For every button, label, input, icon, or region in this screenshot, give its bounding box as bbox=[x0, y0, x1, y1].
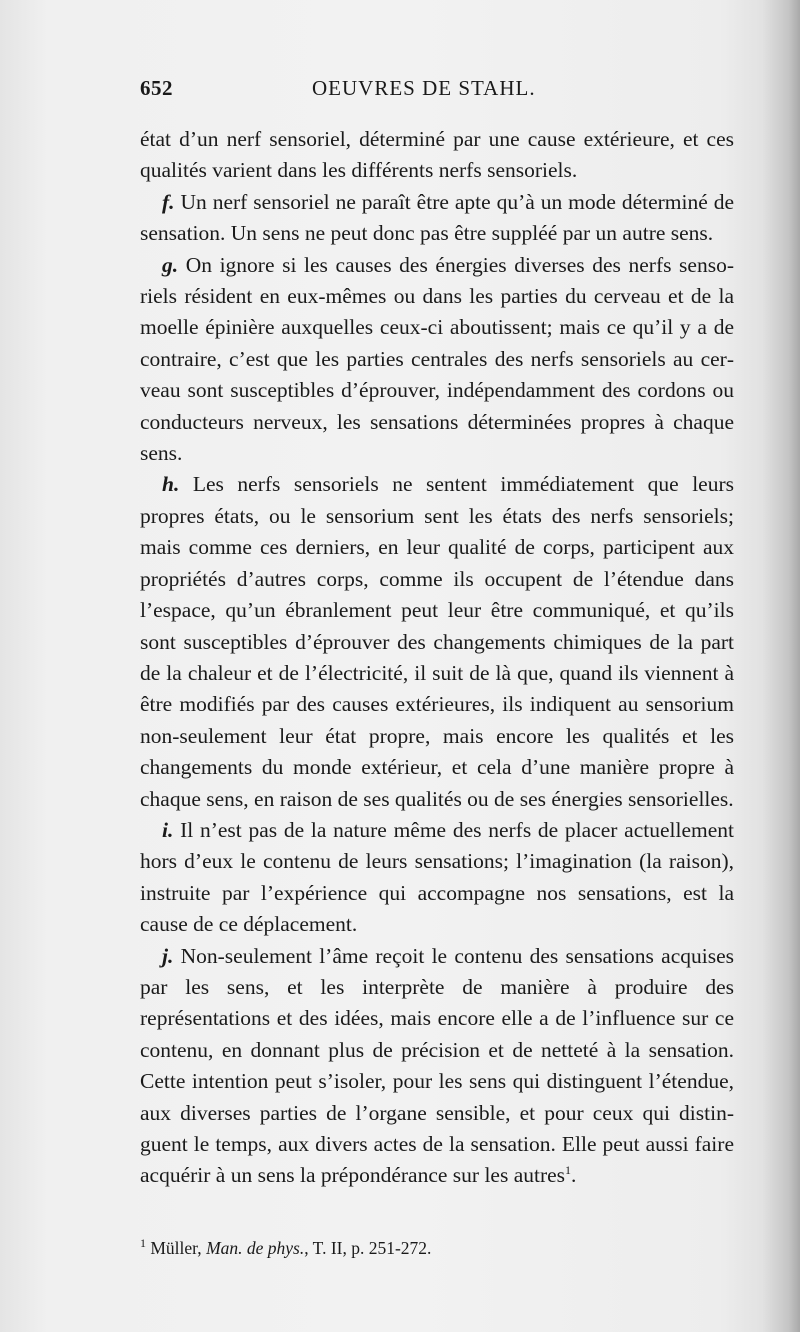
footnote-number: 1 bbox=[140, 1236, 146, 1251]
paragraph-h bbox=[140, 469, 734, 814]
paragraph-g bbox=[140, 250, 734, 470]
paragraph-i bbox=[140, 815, 734, 941]
spine-shadow bbox=[762, 0, 800, 1332]
paragraph-marker: f. bbox=[162, 189, 175, 214]
footnote-reference[interactable]: 1 bbox=[565, 1163, 572, 1178]
running-title: OEUVRES DE STAHL. bbox=[312, 76, 536, 100]
paragraph-text: On ignore si les causes des énergies diverses des nerfs sensoriels résident en eux-mêmes ou dans les parties du cerveau et de la moelle épinière auxquelles ceux-ci aboutissent; mais ce qu’il y a de contraire, c’est que les parties centrales des nerfs sensoriels au cerveau sont susceptibles d’éprouver, indépendamment des cordons ou conducteurs nerveux, les sensations déterminées propres à chaque sens. bbox=[140, 252, 735, 466]
paragraph-marker: g. bbox=[162, 252, 179, 277]
footnote bbox=[140, 1236, 734, 1260]
paragraph-continuation bbox=[140, 124, 734, 187]
paragraph-text: Les nerfs sensoriels ne sentent immédiatement que leurs propres états, ou le sensorium sent les états des nerfs sensoriels; mais comme ces derniers, en leur qualité de corps, participent aux propriétés d’autres corps, comme ils occupent de l’étendue dans l’espace, qu’un ébranlement peut leur être communiqué, et qu’ils sont susceptibles d’éprouver des changements chimiques de la part de la chaleur et de l’électricité, il suit de là que, quand ils viennent à être modifiés par des causes extérieures, ils indiquent au sensorium non-seulement leur état propre, mais encore les qualités et les changements du monde extérieur, et cela d’une manière propre à chaque sens, en raison de ses qualités ou de ses énergies sensorielles. bbox=[140, 472, 735, 811]
paragraph-text: Un nerf sensoriel ne paraît être apte qu’à un mode déterminé de sensation. Un sens ne peut donc pas être suppléé par un autre sens. bbox=[140, 189, 735, 246]
footnote-author: Müller, bbox=[150, 1238, 202, 1258]
paragraph-end: . bbox=[571, 1163, 577, 1188]
footnote-work: Man. de phys. bbox=[206, 1238, 305, 1258]
paragraph-text: Il n’est pas de la nature même des nerfs de placer actuellement hors d’eux le contenu de leurs sensations; l’imagination (la raison), instruite par l’expérience qui accompagne nos sensations, est la cause de ce déplacement. bbox=[140, 817, 735, 937]
paragraph-marker: j. bbox=[162, 943, 174, 968]
paragraph-text: état d’un nerf sensoriel, déterminé par une cause extérieure, et ces qualités varient dans les différents nerfs sensoriels. bbox=[140, 127, 734, 183]
paragraph-text: Non-seulement l’âme reçoit le contenu des sensations acquises par les sens, et les interprète de manière à produire des représentations et des idées, mais encore elle a de l’influence sur ce contenu, en donnant plus de précision et de netteté à la sensation. Cette intention peut s’isoler, pour les sens qui distinguent l’étendue, aux diverses parties de l’organe sensible, et pour ceux qui distinguent le temps, aux divers actes de la sensation. Elle peut aussi faire acquérir à un sens la prépondérance sur les autres bbox=[140, 943, 734, 1188]
paragraph-j bbox=[140, 941, 734, 1192]
paragraph-f bbox=[140, 187, 734, 250]
paragraph-marker: i. bbox=[162, 817, 174, 842]
paragraph-marker: h. bbox=[162, 472, 180, 497]
page-number: 652 bbox=[140, 76, 173, 100]
footnote-citation: , T. II, p. 251-272. bbox=[304, 1238, 432, 1258]
running-head bbox=[140, 76, 760, 106]
body-text bbox=[140, 124, 734, 1192]
